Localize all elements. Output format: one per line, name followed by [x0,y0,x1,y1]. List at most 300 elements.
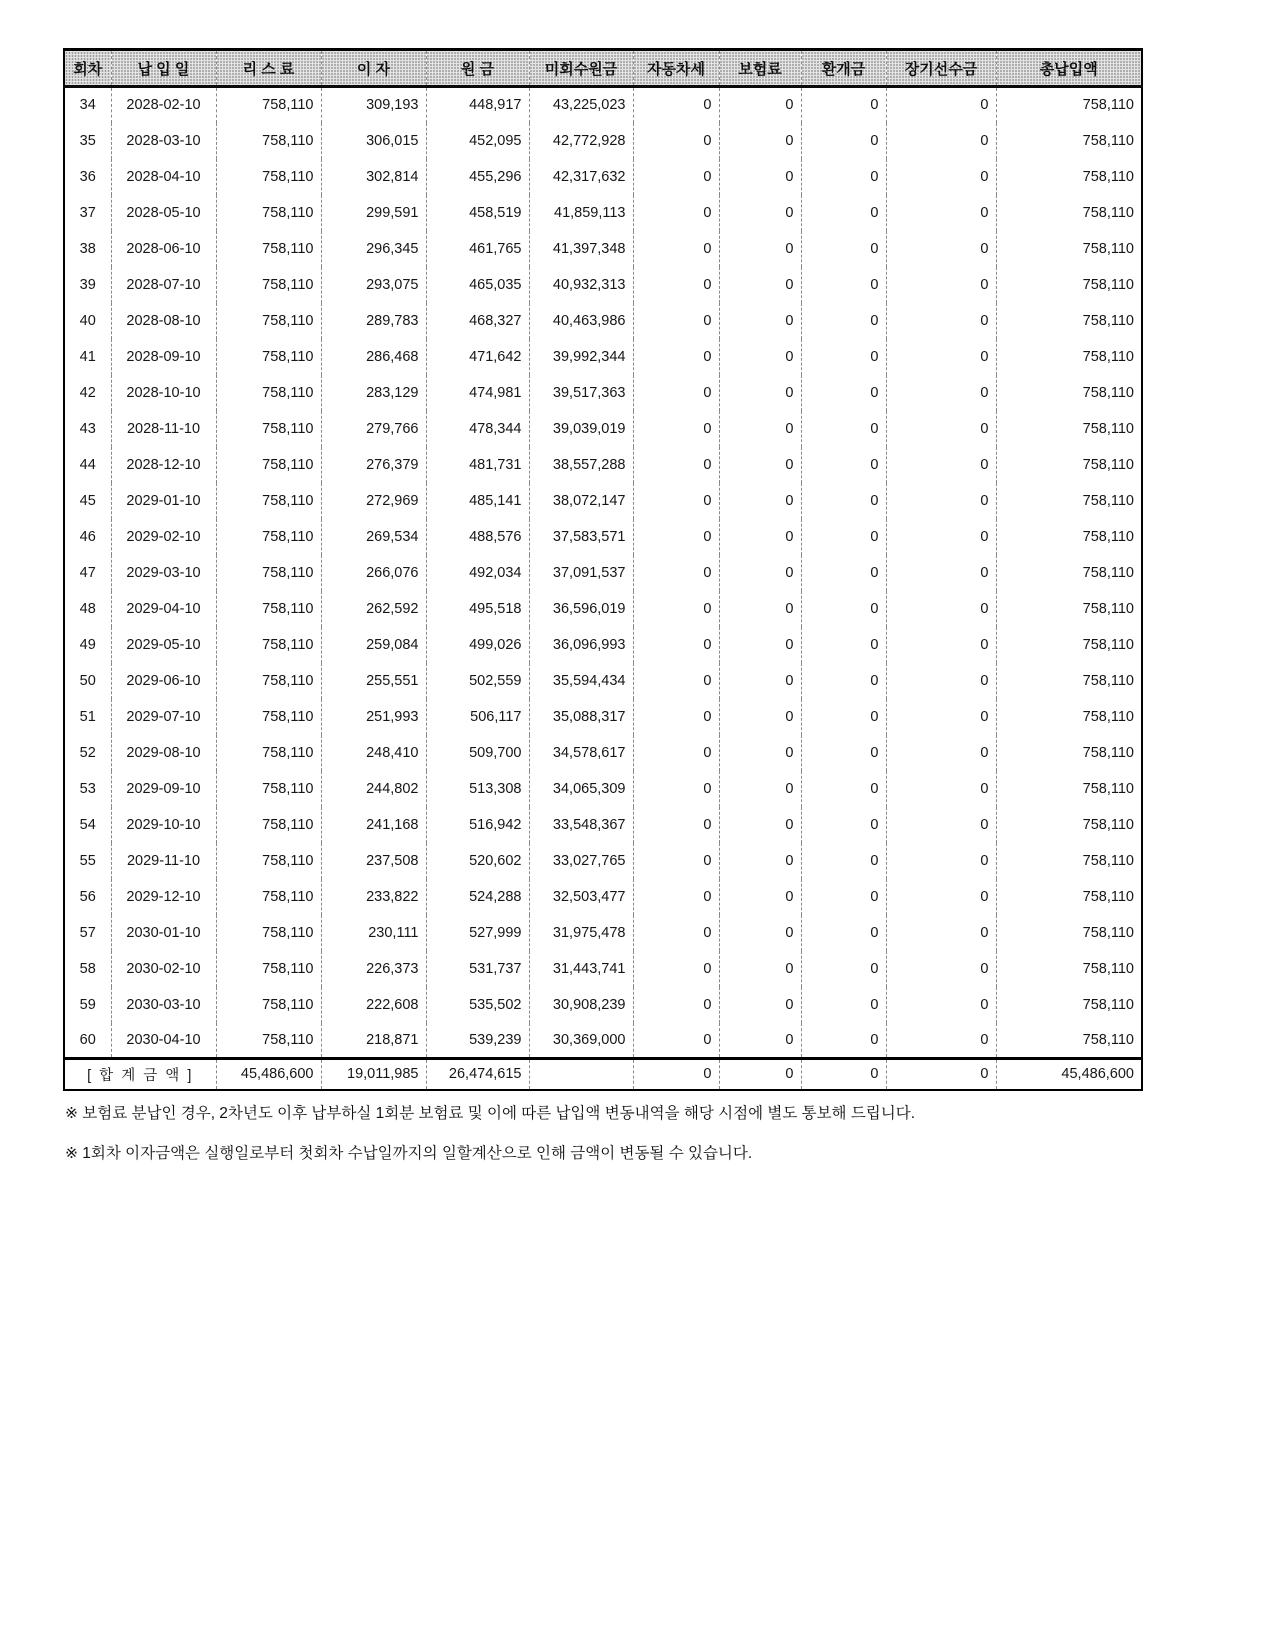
cell-auto-tax: 0 [633,447,719,483]
cell-date: 2029-09-10 [111,771,216,807]
cell-interest: 222,608 [321,987,426,1023]
cell-principal: 461,765 [426,231,529,267]
cell-refund: 0 [801,771,886,807]
cell-outstanding-principal: 36,596,019 [529,591,633,627]
cell-no: 35 [79,132,96,149]
cell-outstanding-principal: 30,908,239 [529,987,633,1023]
cell-total-payment: 758,110 [996,159,1142,195]
cell-auto-tax: 0 [633,339,719,375]
cell-insurance: 0 [719,807,801,843]
header-interest: 이 자 [321,50,426,87]
cell-auto-tax: 0 [633,303,719,339]
cell-date: 2030-04-10 [111,1023,216,1059]
cell-auto-tax: 0 [633,87,719,123]
cell-principal: 478,344 [426,411,529,447]
cell-no: 42 [79,384,96,401]
cell-insurance: 0 [719,447,801,483]
cell-outstanding-principal: 33,027,765 [529,843,633,879]
cell-lease-fee: 758,110 [216,807,321,843]
cell-lease-fee: 758,110 [216,123,321,159]
cell-outstanding-principal: 38,072,147 [529,483,633,519]
cell-total-payment: 758,110 [996,1023,1142,1059]
cell-long-term-advance: 0 [886,1023,996,1059]
header-principal: 원 금 [426,50,529,87]
cell-long-term-advance: 0 [886,627,996,663]
total-insurance: 0 [719,1059,801,1090]
cell-lease-fee: 758,110 [216,843,321,879]
cell-principal: 452,095 [426,123,529,159]
cell-refund: 0 [801,195,886,231]
cell-lease-fee: 758,110 [216,699,321,735]
cell-date: 2028-09-10 [111,339,216,375]
cell-insurance: 0 [719,663,801,699]
cell-no: 49 [79,636,96,653]
cell-lease-fee: 758,110 [216,663,321,699]
cell-lease-fee: 758,110 [216,303,321,339]
cell-lease-fee: 758,110 [216,195,321,231]
cell-long-term-advance: 0 [886,519,996,555]
cell-insurance: 0 [719,303,801,339]
cell-auto-tax: 0 [633,231,719,267]
cell-principal: 499,026 [426,627,529,663]
cell-long-term-advance: 0 [886,447,996,483]
total-outstanding-principal [529,1059,633,1090]
cell-refund: 0 [801,735,886,771]
cell-refund: 0 [801,231,886,267]
cell-total-payment: 758,110 [996,663,1142,699]
cell-interest: 259,084 [321,627,426,663]
cell-outstanding-principal: 43,225,023 [529,87,633,123]
cell-refund: 0 [801,555,886,591]
cell-auto-tax: 0 [633,843,719,879]
cell-total-payment: 758,110 [996,303,1142,339]
header-long-term-advance: 장기선수금 [886,50,996,87]
cell-principal: 527,999 [426,915,529,951]
cell-date: 2028-08-10 [111,303,216,339]
table-row [64,879,1142,915]
cell-principal: 468,327 [426,303,529,339]
footnotes [65,1104,1165,1184]
cell-long-term-advance: 0 [886,843,996,879]
cell-no: 59 [79,996,96,1013]
cell-interest: 244,802 [321,771,426,807]
cell-principal: 485,141 [426,483,529,519]
cell-lease-fee: 758,110 [216,771,321,807]
total-lease-fee: 45,486,600 [216,1059,321,1090]
footnote-insurance: ※ 보험료 분납인 경우, 2차년도 이후 납부하실 1회분 보험료 및 이에 따른 납입액 변동내역을 해당 시점에 별도 통보해 드립니다. [65,1105,916,1122]
cell-insurance: 0 [719,879,801,915]
cell-interest: 306,015 [321,123,426,159]
cell-insurance: 0 [719,771,801,807]
cell-no: 38 [79,240,96,257]
cell-interest: 276,379 [321,447,426,483]
cell-interest: 233,822 [321,879,426,915]
cell-date: 2029-12-10 [111,879,216,915]
table-row [64,375,1142,411]
cell-total-payment: 758,110 [996,375,1142,411]
cell-interest: 272,969 [321,483,426,519]
table-row [64,987,1142,1023]
cell-long-term-advance: 0 [886,375,996,411]
cell-outstanding-principal: 36,096,993 [529,627,633,663]
cell-interest: 241,168 [321,807,426,843]
cell-total-payment: 758,110 [996,771,1142,807]
cell-refund: 0 [801,447,886,483]
cell-auto-tax: 0 [633,555,719,591]
cell-auto-tax: 0 [633,879,719,915]
cell-auto-tax: 0 [633,483,719,519]
total-interest: 19,011,985 [321,1059,426,1090]
cell-interest: 302,814 [321,159,426,195]
cell-no: 46 [79,528,96,545]
cell-lease-fee: 758,110 [216,555,321,591]
cell-principal: 516,942 [426,807,529,843]
cell-insurance: 0 [719,699,801,735]
cell-principal: 455,296 [426,159,529,195]
cell-date: 2028-03-10 [111,123,216,159]
cell-outstanding-principal: 37,091,537 [529,555,633,591]
totals-label: [ 합 계 금 액 ] [64,1059,216,1090]
cell-refund: 0 [801,807,886,843]
cell-date: 2029-04-10 [111,591,216,627]
cell-total-payment: 758,110 [996,843,1142,879]
cell-auto-tax: 0 [633,375,719,411]
cell-no: 58 [79,960,96,977]
cell-long-term-advance: 0 [886,231,996,267]
cell-outstanding-principal: 39,517,363 [529,375,633,411]
cell-insurance: 0 [719,843,801,879]
table-header [64,50,1142,87]
cell-insurance: 0 [719,339,801,375]
cell-total-payment: 758,110 [996,195,1142,231]
payment-schedule-table [63,48,1143,1091]
cell-lease-fee: 758,110 [216,447,321,483]
cell-refund: 0 [801,591,886,627]
cell-auto-tax: 0 [633,123,719,159]
cell-outstanding-principal: 31,443,741 [529,951,633,987]
cell-date: 2028-06-10 [111,231,216,267]
total-principal: 26,474,615 [426,1059,529,1090]
cell-date: 2029-02-10 [111,519,216,555]
cell-total-payment: 758,110 [996,915,1142,951]
cell-long-term-advance: 0 [886,339,996,375]
cell-long-term-advance: 0 [886,159,996,195]
table-row [64,411,1142,447]
cell-no: 39 [79,276,96,293]
cell-outstanding-principal: 42,772,928 [529,123,633,159]
cell-refund: 0 [801,987,886,1023]
cell-date: 2029-05-10 [111,627,216,663]
cell-total-payment: 758,110 [996,591,1142,627]
cell-auto-tax: 0 [633,987,719,1023]
cell-principal: 488,576 [426,519,529,555]
total-total-payment: 45,486,600 [996,1059,1142,1090]
table-row [64,447,1142,483]
cell-date: 2029-10-10 [111,807,216,843]
cell-insurance: 0 [719,627,801,663]
cell-total-payment: 758,110 [996,807,1142,843]
cell-interest: 283,129 [321,375,426,411]
cell-total-payment: 758,110 [996,735,1142,771]
total-auto-tax: 0 [633,1059,719,1090]
table-row [64,951,1142,987]
cell-interest: 262,592 [321,591,426,627]
cell-long-term-advance: 0 [886,267,996,303]
cell-auto-tax: 0 [633,807,719,843]
cell-no: 47 [79,564,96,581]
cell-long-term-advance: 0 [886,483,996,519]
table-row [64,591,1142,627]
cell-total-payment: 758,110 [996,447,1142,483]
total-long-term-advance: 0 [886,1059,996,1090]
cell-refund: 0 [801,303,886,339]
cell-refund: 0 [801,879,886,915]
cell-total-payment: 758,110 [996,87,1142,123]
cell-interest: 255,551 [321,663,426,699]
cell-no: 45 [79,492,96,509]
cell-interest: 226,373 [321,951,426,987]
cell-principal: 539,239 [426,1023,529,1059]
cell-no: 53 [79,780,96,797]
table-row [64,627,1142,663]
cell-lease-fee: 758,110 [216,375,321,411]
cell-principal: 465,035 [426,267,529,303]
cell-auto-tax: 0 [633,159,719,195]
cell-interest: 251,993 [321,699,426,735]
cell-principal: 524,288 [426,879,529,915]
cell-insurance: 0 [719,1023,801,1059]
cell-auto-tax: 0 [633,699,719,735]
cell-outstanding-principal: 41,859,113 [529,195,633,231]
cell-interest: 266,076 [321,555,426,591]
cell-lease-fee: 758,110 [216,735,321,771]
cell-date: 2030-01-10 [111,915,216,951]
cell-long-term-advance: 0 [886,879,996,915]
header-insurance: 보험료 [719,50,801,87]
cell-refund: 0 [801,1023,886,1059]
cell-insurance: 0 [719,735,801,771]
cell-no: 60 [79,1031,96,1048]
cell-no: 56 [79,888,96,905]
cell-date: 2029-08-10 [111,735,216,771]
cell-refund: 0 [801,123,886,159]
cell-no: 55 [79,852,96,869]
cell-long-term-advance: 0 [886,87,996,123]
cell-refund: 0 [801,375,886,411]
cell-no: 51 [79,708,96,725]
cell-auto-tax: 0 [633,195,719,231]
cell-date: 2030-02-10 [111,951,216,987]
cell-principal: 495,518 [426,591,529,627]
cell-interest: 279,766 [321,411,426,447]
cell-no: 34 [79,97,96,114]
cell-auto-tax: 0 [633,411,719,447]
cell-long-term-advance: 0 [886,771,996,807]
table-row [64,771,1142,807]
cell-date: 2028-11-10 [111,411,216,447]
cell-date: 2028-12-10 [111,447,216,483]
cell-outstanding-principal: 40,463,986 [529,303,633,339]
cell-refund: 0 [801,339,886,375]
cell-auto-tax: 0 [633,1023,719,1059]
cell-no: 44 [79,456,96,473]
header-date: 납 입 일 [111,50,216,87]
cell-date: 2029-11-10 [111,843,216,879]
cell-no: 57 [79,924,96,941]
cell-refund: 0 [801,519,886,555]
cell-principal: 458,519 [426,195,529,231]
cell-long-term-advance: 0 [886,951,996,987]
table-row [64,231,1142,267]
cell-outstanding-principal: 38,557,288 [529,447,633,483]
cell-long-term-advance: 0 [886,987,996,1023]
cell-refund: 0 [801,915,886,951]
cell-interest: 289,783 [321,303,426,339]
cell-principal: 535,502 [426,987,529,1023]
cell-date: 2030-03-10 [111,987,216,1023]
cell-date: 2028-02-10 [111,87,216,123]
cell-refund: 0 [801,411,886,447]
cell-outstanding-principal: 32,503,477 [529,879,633,915]
cell-date: 2028-10-10 [111,375,216,411]
cell-total-payment: 758,110 [996,879,1142,915]
cell-outstanding-principal: 39,039,019 [529,411,633,447]
cell-long-term-advance: 0 [886,555,996,591]
cell-insurance: 0 [719,159,801,195]
header-no: 회차 [64,50,111,87]
cell-outstanding-principal: 40,932,313 [529,267,633,303]
cell-refund: 0 [801,159,886,195]
cell-interest: 248,410 [321,735,426,771]
cell-lease-fee: 758,110 [216,483,321,519]
cell-insurance: 0 [719,591,801,627]
cell-long-term-advance: 0 [886,699,996,735]
cell-principal: 448,917 [426,87,529,123]
table-row [64,843,1142,879]
cell-no: 50 [79,672,96,689]
cell-outstanding-principal: 37,583,571 [529,519,633,555]
cell-interest: 293,075 [321,267,426,303]
cell-total-payment: 758,110 [996,519,1142,555]
cell-insurance: 0 [719,915,801,951]
cell-interest: 296,345 [321,231,426,267]
cell-lease-fee: 758,110 [216,951,321,987]
table-row [64,483,1142,519]
table-row [64,1023,1142,1059]
cell-principal: 471,642 [426,339,529,375]
cell-insurance: 0 [719,195,801,231]
cell-date: 2029-06-10 [111,663,216,699]
cell-insurance: 0 [719,411,801,447]
cell-total-payment: 758,110 [996,555,1142,591]
cell-date: 2029-01-10 [111,483,216,519]
cell-auto-tax: 0 [633,519,719,555]
table-row [64,339,1142,375]
table-row [64,807,1142,843]
header-refund: 환개금 [801,50,886,87]
cell-auto-tax: 0 [633,267,719,303]
cell-principal: 492,034 [426,555,529,591]
cell-outstanding-principal: 34,578,617 [529,735,633,771]
cell-insurance: 0 [719,123,801,159]
cell-no: 43 [79,420,96,437]
cell-total-payment: 758,110 [996,699,1142,735]
cell-outstanding-principal: 30,369,000 [529,1023,633,1059]
cell-lease-fee: 758,110 [216,339,321,375]
table-row [64,87,1142,123]
cell-long-term-advance: 0 [886,591,996,627]
cell-principal: 502,559 [426,663,529,699]
cell-refund: 0 [801,699,886,735]
cell-no: 37 [79,204,96,221]
cell-principal: 474,981 [426,375,529,411]
cell-long-term-advance: 0 [886,735,996,771]
cell-refund: 0 [801,627,886,663]
cell-outstanding-principal: 39,992,344 [529,339,633,375]
cell-principal: 513,308 [426,771,529,807]
footnote-interest: ※ 1회차 이자금액은 실행일로부터 첫회차 수납일까지의 일할계산으로 인해 금액이 변동될 수 있습니다. [65,1145,753,1162]
cell-auto-tax: 0 [633,591,719,627]
cell-total-payment: 758,110 [996,987,1142,1023]
cell-auto-tax: 0 [633,951,719,987]
cell-interest: 230,111 [321,915,426,951]
cell-lease-fee: 758,110 [216,879,321,915]
cell-auto-tax: 0 [633,663,719,699]
cell-lease-fee: 758,110 [216,1023,321,1059]
cell-outstanding-principal: 31,975,478 [529,915,633,951]
table-row [64,303,1142,339]
cell-insurance: 0 [719,483,801,519]
cell-date: 2028-05-10 [111,195,216,231]
cell-date: 2029-07-10 [111,699,216,735]
cell-long-term-advance: 0 [886,303,996,339]
header-lease-fee: 리 스 료 [216,50,321,87]
cell-lease-fee: 758,110 [216,915,321,951]
cell-no: 36 [79,168,96,185]
cell-principal: 520,602 [426,843,529,879]
table-row [64,699,1142,735]
total-refund: 0 [801,1059,886,1090]
header-total-payment: 총납입액 [996,50,1142,87]
header-auto-tax: 자동차세 [633,50,719,87]
cell-insurance: 0 [719,555,801,591]
cell-insurance: 0 [719,267,801,303]
cell-auto-tax: 0 [633,627,719,663]
cell-auto-tax: 0 [633,735,719,771]
cell-interest: 286,468 [321,339,426,375]
cell-interest: 269,534 [321,519,426,555]
header-outstanding-principal: 미회수원금 [529,50,633,87]
cell-long-term-advance: 0 [886,663,996,699]
cell-insurance: 0 [719,375,801,411]
cell-auto-tax: 0 [633,915,719,951]
table-row [64,915,1142,951]
cell-insurance: 0 [719,231,801,267]
cell-lease-fee: 758,110 [216,627,321,663]
cell-total-payment: 758,110 [996,483,1142,519]
cell-no: 41 [79,348,96,365]
cell-lease-fee: 758,110 [216,159,321,195]
table-row [64,555,1142,591]
cell-insurance: 0 [719,951,801,987]
table-footer [64,1059,1142,1090]
cell-lease-fee: 758,110 [216,519,321,555]
cell-outstanding-principal: 33,548,367 [529,807,633,843]
cell-outstanding-principal: 42,317,632 [529,159,633,195]
cell-interest: 237,508 [321,843,426,879]
cell-lease-fee: 758,110 [216,231,321,267]
cell-lease-fee: 758,110 [216,987,321,1023]
